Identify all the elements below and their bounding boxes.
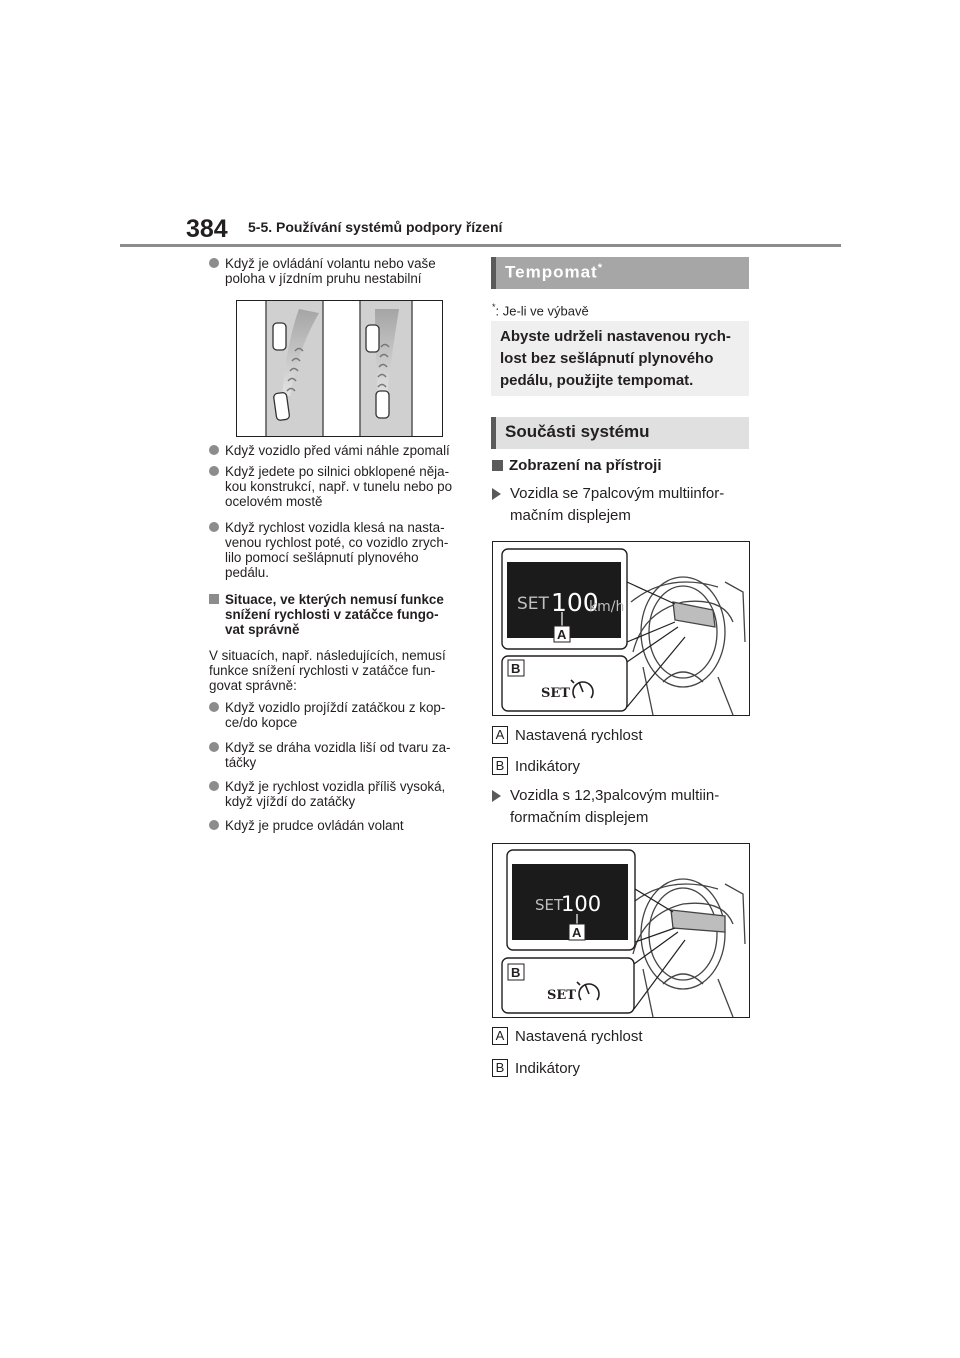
indicator-set-text: SET [547,988,576,1003]
bullet-dot-icon [209,466,219,476]
section-header-title: Součásti systému [505,422,650,441]
legend-key: A [492,1027,508,1045]
square-bullet-icon [209,594,219,604]
triangle-marker-icon [492,488,501,500]
legend-text: Nastavená rychlost [515,727,643,744]
legend-key: A [492,726,508,744]
bullet-dot-icon [209,820,219,830]
display-unit-text: km/h [589,599,625,615]
callout-a: A [557,627,567,642]
bullet-dot-icon [209,258,219,268]
header-rule [120,244,841,247]
footnote-text: : Je-li ve výbavě [495,303,589,319]
bullet-text: Když vozidlo projíždí zatáčkou z kop- ce/do kopce [225,700,446,730]
lane-illustration [236,300,443,437]
bullet-dot-icon [209,702,219,712]
paragraph: V situacích, např. následujících, nemusí funkce snížení rychlosti v zatáčce fun- govat správně: [209,648,446,693]
bullet-text: Když vozidlo před vámi náhle zpomalí [225,443,450,458]
display-set-text: SET [535,896,564,914]
title-star: * [597,262,603,274]
bullet-text: Když rychlost vozidla klesá na nasta- venou rychlost poté, co vozidlo zrych- lilo pomocí sešlápnutí plynového pedálu. [225,520,449,580]
cluster-drawing-7inch [493,542,749,715]
legend-text: Indikátory [515,758,581,775]
display-speed-text: 100 [561,892,602,916]
intro-text: Abyste udrželi nastavenou rych- lost bez sešlápnutí plynového pedálu, použijte tempomat. [500,328,731,389]
footnote-star: * [492,302,496,312]
cluster-figure-7inch [492,541,750,716]
triangle-marker-icon [492,790,501,802]
bullet-text: Když jedete po silnici obklopené něja- kou konstrukcí, např. v tunelu nebo po ocelovém mostě [225,464,453,509]
bullet-dot-icon [209,522,219,532]
page-number: 384 [186,215,228,243]
section-title: 5-5. Používání systémů podpory řízení [248,219,503,235]
legend-key: B [492,1059,508,1077]
bullet-text: Když je prudce ovládán volant [225,818,404,833]
cluster-figure-12inch [492,843,750,1018]
display-speed-text: 100 [551,588,599,617]
section-header-title [505,262,603,283]
bullet-text: Když se dráha vozidla liší od tvaru za- táčky [225,740,451,770]
header-accent-bar [491,257,496,289]
list-item-text: Vozidla s 12,3palcovým multiin- formačním displejem [510,787,720,826]
legend-key: B [492,757,508,775]
legend-text: Indikátory [515,1060,581,1077]
indicator-set-text: SET [541,686,570,701]
subsection-heading-text: Situace, ve kterých nemusí funkce snížení rychlosti v zatáčce fungo- vat správně [225,592,444,637]
bullet-dot-icon [209,742,219,752]
intro-box [491,321,749,396]
sub-heading-text: Zobrazení na přístroji [509,457,662,474]
cluster-drawing-12inch [493,844,749,1017]
footnote [492,302,589,318]
callout-b: B [511,661,521,676]
display-set-text: SET [517,594,549,614]
bullet-dot-icon [209,781,219,791]
section-header-components [491,417,749,449]
header-accent-bar [491,417,496,449]
bullet-dot-icon [209,445,219,455]
lane-drawing [237,301,442,436]
square-bullet-icon [492,460,503,471]
callout-a: A [572,925,582,940]
legend-text: Nastavená rychlost [515,1028,643,1045]
list-item-text: Vozidla se 7palcovým multiinfor- mačním displejem [510,485,725,524]
section-header-tempomat [491,257,749,289]
bullet-text: Když je rychlost vozidla příliš vysoká, když vjíždí do zatáčky [225,779,446,809]
title-text: Tempomat [505,262,598,282]
callout-b: B [511,965,521,980]
bullet-text: Když je ovládání volantu nebo vaše poloha v jízdním pruhu nestabilní [225,256,436,286]
